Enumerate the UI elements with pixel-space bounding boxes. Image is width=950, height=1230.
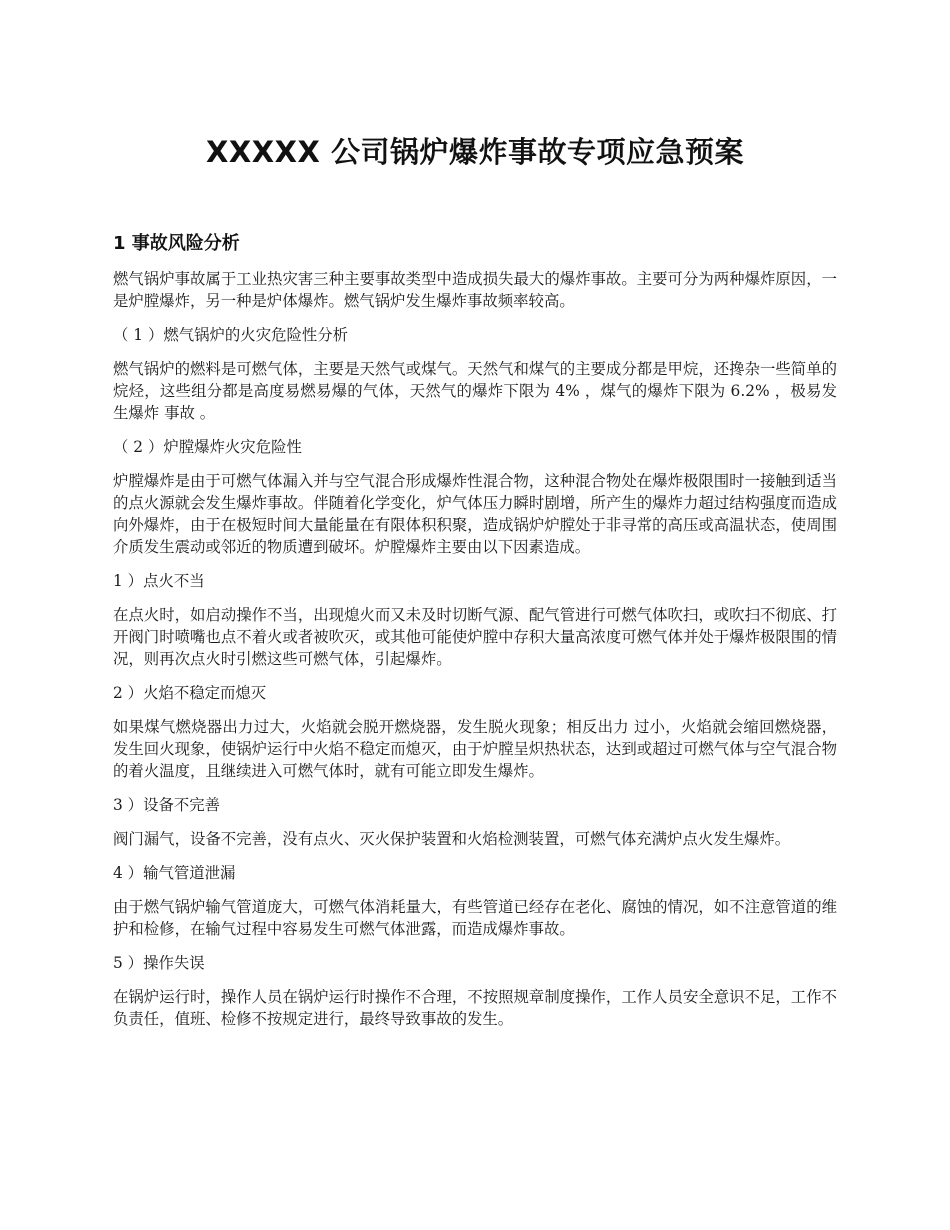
list-item-paragraph: 阀门漏气，设备不完善，没有点火、灭火保护装置和火焰检测装置，可燃气体充满炉点火发生爆炸。: [113, 830, 791, 848]
list-item-title: 1 ）点火不当: [113, 572, 205, 590]
list-item-title: 2 ）火焰不稳定而熄灭: [113, 684, 267, 702]
subsection-paragraph: 燃气锅炉的燃料是可燃气体，主要是天然气或煤气。天然气和煤气的主要成分都是甲烷，还搀杂一些简单的烷烃，这些组分都是高度易燃易爆的气体，天然气的爆炸下限为 4% ，煤气的爆炸下限为 6.2% ，极易发生爆炸 事故 。: [113, 360, 837, 422]
list-item-title: 4 ）输气管道泄漏: [113, 864, 236, 882]
subsection-paragraph: 炉膛爆炸是由于可燃气体漏入并与空气混合形成爆炸性混合物，这种混合物处在爆炸极限围时一接触到适当的点火源就会发生爆炸事故。伴随着化学变化，炉气体压力瞬时剧增，所产生的爆炸力超过结构强度而造成向外爆炸，由于在极短时间大量能量在有限体积积聚，造成锅炉炉膛处于非寻常的高压或高温状态，使周围介质发生震动或邻近的物质遭到破坏。炉膛爆炸主要由以下因素造成。: [113, 472, 837, 556]
subsection-title: （ 1 ）燃气锅炉的火灾危险性分析: [113, 326, 349, 344]
subsection-title: （ 2 ）炉膛爆炸火灾危险性: [113, 438, 302, 456]
section-heading: 1 事故风险分析: [113, 233, 240, 254]
list-item-title: 5 ）操作失误: [113, 954, 205, 972]
list-item-title: 3 ）设备不完善: [113, 796, 221, 814]
list-item-paragraph: 在点火时，如启动操作不当，出现熄火而又未及时切断气源、配气管进行可燃气体吹扫，或吹扫不彻底、打开阀门时喷嘴也点不着火或者被吹灭，或其他可能使炉膛中存积大量高浓度可燃气体并处于爆炸极限围的情况，则再次点火时引燃这些可燃气体，引起爆炸。: [113, 606, 837, 668]
list-item-paragraph: 由于燃气锅炉输气管道庞大，可燃气体消耗量大，有些管道已经存在老化、腐蚀的情况，如不注意管道的维护和检修，在输气过程中容易发生可燃气体泄露，而造成爆炸事故。: [113, 898, 837, 938]
list-item-paragraph: 如果煤气燃烧器出力过大，火焰就会脱开燃烧器，发生脱火现象；相反出力 过小，火焰就会缩回燃烧器，发生回火现象，使锅炉运行中火焰不稳定而熄灭，由于炉膛呈炽热状态，达到或超过可燃气体与空气混合物的着火温度，且继续进入可燃气体时，就有可能立即发生爆炸。: [113, 718, 837, 780]
document-title: XXXXX 公司锅炉爆炸事故专项应急预案: [206, 135, 744, 169]
list-item-paragraph: 在锅炉运行时，操作人员在锅炉运行时操作不合理，不按照规章制度操作，工作人员安全意识不足，工作不负责任，值班、检修不按规定进行，最终导致事故的发生。: [113, 988, 837, 1028]
section-intro-paragraph: 燃气锅炉事故属于工业热灾害三种主要事故类型中造成损失最大的爆炸事故。主要可分为两种爆炸原因，一是炉膛爆炸，另一种是炉体爆炸。燃气锅炉发生爆炸事故频率较高。: [113, 270, 837, 310]
